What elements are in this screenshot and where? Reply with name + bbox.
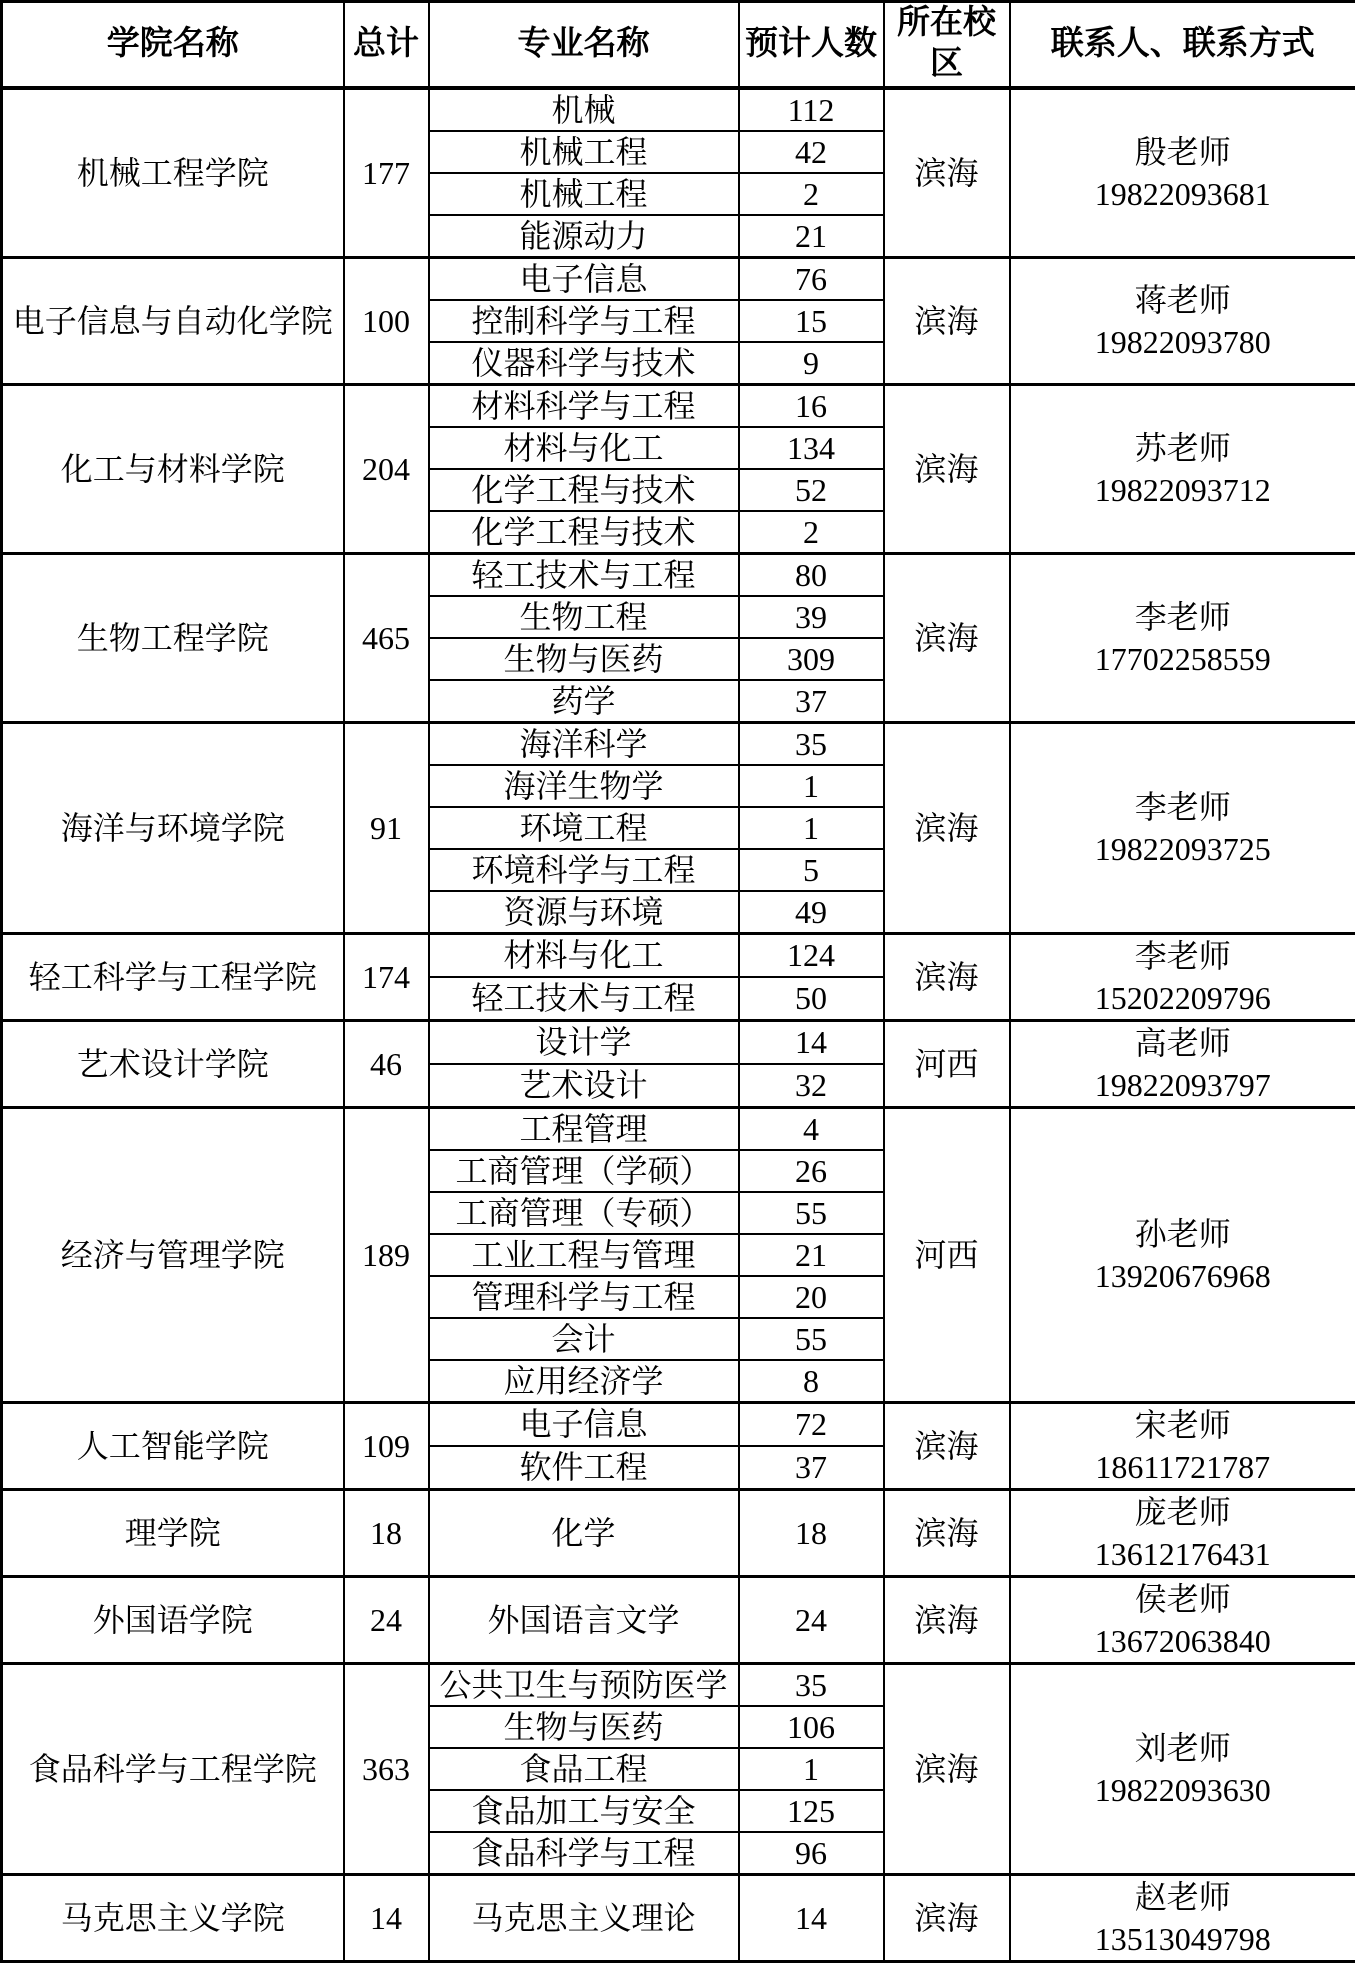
major-name-cell: 轻工技术与工程 (429, 553, 739, 596)
contact-cell (1010, 257, 1355, 384)
college-name-cell: 经济与管理学院 (2, 1107, 344, 1402)
major-name-cell: 化学工程与技术 (429, 511, 739, 554)
major-count-cell: 37 (739, 1446, 884, 1490)
table-row (2, 553, 1355, 596)
college-total-cell: 91 (344, 722, 429, 933)
table-row (2, 1489, 1355, 1576)
major-name-cell: 材料与化工 (429, 427, 739, 469)
contact-phone: 19822093630 (1011, 1769, 1355, 1811)
major-name-cell: 软件工程 (429, 1446, 739, 1490)
major-name-cell: 工业工程与管理 (429, 1234, 739, 1276)
major-count-cell: 26 (739, 1150, 884, 1192)
contact-phone: 18611721787 (1011, 1446, 1355, 1488)
major-name-cell: 控制科学与工程 (429, 300, 739, 342)
contact-cell (1010, 1020, 1355, 1107)
major-count-cell: 35 (739, 1663, 884, 1706)
major-count-cell: 76 (739, 257, 884, 300)
campus-cell: 滨海 (884, 1402, 1010, 1489)
contact-person: 庞老师 (1011, 1491, 1355, 1533)
major-count-cell: 309 (739, 638, 884, 680)
major-count-cell: 16 (739, 384, 884, 427)
contact-phone: 19822093780 (1011, 321, 1355, 363)
header-campus: 所在校区 (884, 2, 1010, 88)
contact-phone: 19822093725 (1011, 828, 1355, 870)
major-name-cell: 管理科学与工程 (429, 1276, 739, 1318)
contact-cell (1010, 1107, 1355, 1402)
college-total-cell: 46 (344, 1020, 429, 1107)
major-count-cell: 35 (739, 722, 884, 765)
major-name-cell: 机械工程 (429, 131, 739, 173)
table-row (2, 933, 1355, 977)
college-total-cell: 189 (344, 1107, 429, 1402)
college-name-cell: 电子信息与自动化学院 (2, 257, 344, 384)
major-name-cell: 电子信息 (429, 257, 739, 300)
campus-cell: 滨海 (884, 1663, 1010, 1874)
major-count-cell: 15 (739, 300, 884, 342)
major-name-cell: 化学工程与技术 (429, 469, 739, 511)
contact-cell (1010, 384, 1355, 553)
campus-cell: 滨海 (884, 553, 1010, 722)
table-row (2, 88, 1355, 131)
college-total-cell: 204 (344, 384, 429, 553)
contact-cell (1010, 933, 1355, 1020)
major-count-cell: 72 (739, 1402, 884, 1446)
major-count-cell: 125 (739, 1790, 884, 1832)
major-name-cell: 食品工程 (429, 1748, 739, 1790)
table-row (2, 722, 1355, 765)
major-name-cell: 材料科学与工程 (429, 384, 739, 427)
contact-person: 侯老师 (1011, 1578, 1355, 1620)
contact-person: 殷老师 (1011, 131, 1355, 173)
major-count-cell: 21 (739, 215, 884, 258)
contact-phone: 15202209796 (1011, 977, 1355, 1019)
table-row (2, 1576, 1355, 1663)
contact-phone: 19822093712 (1011, 469, 1355, 511)
table-row (2, 257, 1355, 300)
college-name-cell: 轻工科学与工程学院 (2, 933, 344, 1020)
major-count-cell: 2 (739, 511, 884, 554)
major-name-cell: 环境工程 (429, 807, 739, 849)
major-count-cell: 124 (739, 933, 884, 977)
contact-cell (1010, 88, 1355, 258)
major-name-cell: 食品加工与安全 (429, 1790, 739, 1832)
header-total: 总计 (344, 2, 429, 88)
contact-person: 高老师 (1011, 1022, 1355, 1064)
contact-phone: 17702258559 (1011, 638, 1355, 680)
major-name-cell: 会计 (429, 1318, 739, 1360)
major-name-cell: 食品科学与工程 (429, 1832, 739, 1875)
major-count-cell: 14 (739, 1020, 884, 1064)
major-count-cell: 20 (739, 1276, 884, 1318)
college-name-cell: 食品科学与工程学院 (2, 1663, 344, 1874)
major-count-cell: 106 (739, 1706, 884, 1748)
table-row (2, 384, 1355, 427)
major-count-cell: 50 (739, 977, 884, 1021)
major-name-cell: 环境科学与工程 (429, 849, 739, 891)
contact-person: 宋老师 (1011, 1404, 1355, 1446)
table-row (2, 1874, 1355, 1961)
contact-cell (1010, 1489, 1355, 1576)
college-total-cell: 363 (344, 1663, 429, 1874)
contact-person: 李老师 (1011, 596, 1355, 638)
major-count-cell: 96 (739, 1832, 884, 1875)
contact-cell (1010, 1576, 1355, 1663)
college-total-cell: 174 (344, 933, 429, 1020)
college-name-cell: 人工智能学院 (2, 1402, 344, 1489)
college-name-cell: 化工与材料学院 (2, 384, 344, 553)
major-name-cell: 生物工程 (429, 596, 739, 638)
major-name-cell: 轻工技术与工程 (429, 977, 739, 1021)
major-name-cell: 工商管理（学硕） (429, 1150, 739, 1192)
college-total-cell: 177 (344, 88, 429, 258)
contact-cell (1010, 1874, 1355, 1961)
major-name-cell: 生物与医药 (429, 1706, 739, 1748)
table-row (2, 1663, 1355, 1706)
major-count-cell: 8 (739, 1360, 884, 1403)
major-count-cell: 112 (739, 88, 884, 131)
table-row (2, 1402, 1355, 1446)
major-count-cell: 21 (739, 1234, 884, 1276)
college-total-cell: 24 (344, 1576, 429, 1663)
contact-person: 李老师 (1011, 935, 1355, 977)
major-count-cell: 42 (739, 131, 884, 173)
major-count-cell: 18 (739, 1489, 884, 1576)
major-name-cell: 工程管理 (429, 1107, 739, 1150)
table-row (2, 1020, 1355, 1064)
major-count-cell: 37 (739, 680, 884, 723)
contact-phone: 19822093797 (1011, 1064, 1355, 1106)
major-name-cell: 化学 (429, 1489, 739, 1576)
major-count-cell: 32 (739, 1064, 884, 1108)
header-college-name: 学院名称 (2, 2, 344, 88)
campus-cell: 滨海 (884, 722, 1010, 933)
contact-cell (1010, 722, 1355, 933)
major-count-cell: 49 (739, 891, 884, 934)
contact-person: 李老师 (1011, 786, 1355, 828)
major-name-cell: 材料与化工 (429, 933, 739, 977)
campus-cell: 滨海 (884, 1874, 1010, 1961)
contact-phone: 13612176431 (1011, 1533, 1355, 1575)
contact-person: 刘老师 (1011, 1727, 1355, 1769)
major-name-cell: 药学 (429, 680, 739, 723)
contact-person: 孙老师 (1011, 1213, 1355, 1255)
major-name-cell: 海洋生物学 (429, 765, 739, 807)
campus-cell: 滨海 (884, 1489, 1010, 1576)
contact-person: 苏老师 (1011, 427, 1355, 469)
major-count-cell: 39 (739, 596, 884, 638)
major-count-cell: 2 (739, 173, 884, 215)
major-count-cell: 55 (739, 1318, 884, 1360)
header-expected-count: 预计人数 (739, 2, 884, 88)
major-name-cell: 机械工程 (429, 173, 739, 215)
college-name-cell: 外国语学院 (2, 1576, 344, 1663)
table-header-row (2, 2, 1355, 88)
header-major-name: 专业名称 (429, 2, 739, 88)
table-row (2, 1107, 1355, 1150)
contact-phone: 19822093681 (1011, 173, 1355, 215)
major-name-cell: 机械 (429, 88, 739, 131)
major-count-cell: 80 (739, 553, 884, 596)
contact-cell (1010, 1663, 1355, 1874)
major-name-cell: 海洋科学 (429, 722, 739, 765)
college-name-cell: 机械工程学院 (2, 88, 344, 258)
major-name-cell: 能源动力 (429, 215, 739, 258)
college-total-cell: 109 (344, 1402, 429, 1489)
major-name-cell: 马克思主义理论 (429, 1874, 739, 1961)
major-name-cell: 设计学 (429, 1020, 739, 1064)
major-count-cell: 1 (739, 765, 884, 807)
college-total-cell: 100 (344, 257, 429, 384)
header-contact: 联系人、联系方式 (1010, 2, 1355, 88)
college-total-cell: 14 (344, 1874, 429, 1961)
contact-cell (1010, 1402, 1355, 1489)
campus-cell: 滨海 (884, 384, 1010, 553)
college-name-cell: 艺术设计学院 (2, 1020, 344, 1107)
major-name-cell: 电子信息 (429, 1402, 739, 1446)
campus-cell: 河西 (884, 1107, 1010, 1402)
contact-cell (1010, 553, 1355, 722)
contact-phone: 13920676968 (1011, 1255, 1355, 1297)
major-count-cell: 24 (739, 1576, 884, 1663)
major-name-cell: 仪器科学与技术 (429, 342, 739, 385)
major-name-cell: 艺术设计 (429, 1064, 739, 1108)
major-count-cell: 5 (739, 849, 884, 891)
major-count-cell: 9 (739, 342, 884, 385)
major-name-cell: 资源与环境 (429, 891, 739, 934)
major-name-cell: 公共卫生与预防医学 (429, 1663, 739, 1706)
contact-person: 赵老师 (1011, 1876, 1355, 1918)
college-name-cell: 海洋与环境学院 (2, 722, 344, 933)
major-name-cell: 生物与医药 (429, 638, 739, 680)
college-name-cell: 生物工程学院 (2, 553, 344, 722)
campus-cell: 滨海 (884, 257, 1010, 384)
campus-cell: 滨海 (884, 1576, 1010, 1663)
campus-cell: 滨海 (884, 933, 1010, 1020)
college-total-cell: 465 (344, 553, 429, 722)
college-name-cell: 马克思主义学院 (2, 1874, 344, 1961)
major-count-cell: 134 (739, 427, 884, 469)
contact-phone: 13513049798 (1011, 1918, 1355, 1960)
major-count-cell: 14 (739, 1874, 884, 1961)
major-name-cell: 工商管理（专硕） (429, 1192, 739, 1234)
major-count-cell: 1 (739, 807, 884, 849)
major-name-cell: 外国语言文学 (429, 1576, 739, 1663)
major-count-cell: 52 (739, 469, 884, 511)
major-name-cell: 应用经济学 (429, 1360, 739, 1403)
college-name-cell: 理学院 (2, 1489, 344, 1576)
major-count-cell: 4 (739, 1107, 884, 1150)
major-count-cell: 1 (739, 1748, 884, 1790)
college-total-cell: 18 (344, 1489, 429, 1576)
contact-phone: 13672063840 (1011, 1620, 1355, 1662)
major-count-cell: 55 (739, 1192, 884, 1234)
contact-person: 蒋老师 (1011, 279, 1355, 321)
campus-cell: 滨海 (884, 88, 1010, 258)
campus-cell: 河西 (884, 1020, 1010, 1107)
